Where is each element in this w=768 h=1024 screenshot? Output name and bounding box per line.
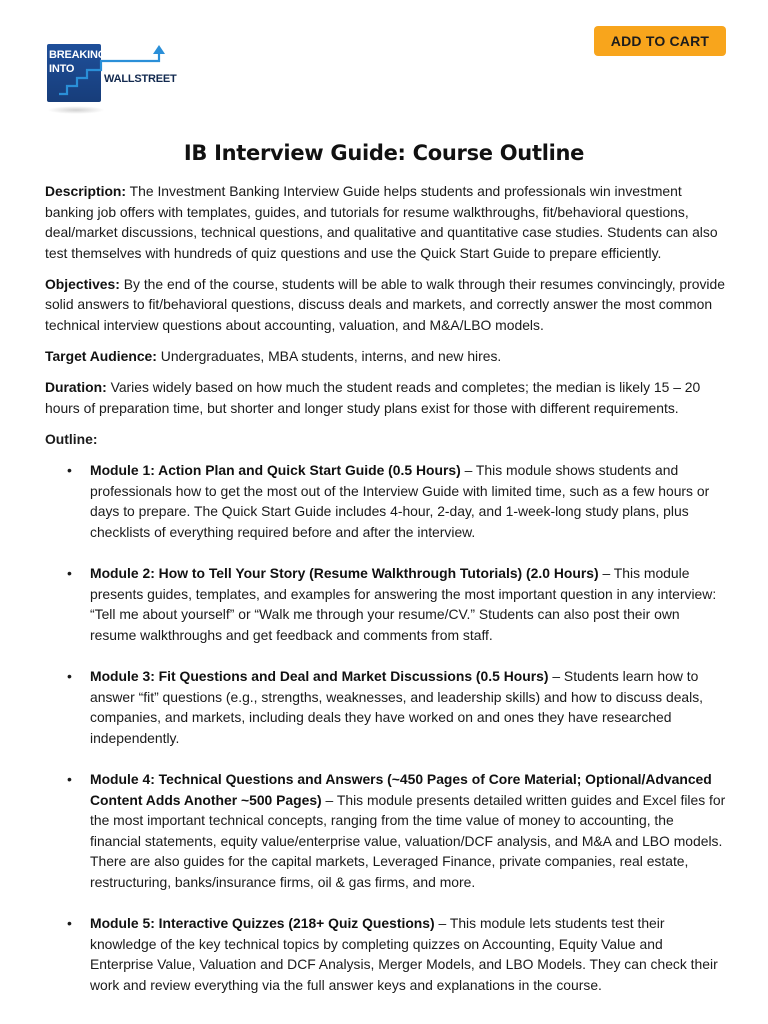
audience-text: Undergraduates, MBA students, interns, and new hires. [156, 348, 502, 365]
bullet-icon: • [67, 770, 72, 787]
outline-heading: Outline: [45, 430, 98, 447]
audience-paragraph [45, 346, 728, 367]
module-title: Module 1: Action Plan and Quick Start Guide (0.5 Hours) [90, 462, 461, 479]
bullet-icon: • [67, 462, 72, 479]
course-outline-body [45, 181, 728, 1016]
module-item [45, 913, 728, 995]
module-title: Module 3: Fit Questions and Deal and Market Discussions (0.5 Hours) [90, 667, 549, 684]
bullet-icon: • [67, 565, 72, 581]
logo-text-breaking: BREAKING [49, 49, 107, 61]
module-item [45, 460, 728, 542]
duration-paragraph [45, 377, 728, 418]
description-label: Description: [45, 183, 127, 199]
module-text: – This module presents guides, templates, and examples for answering the most important question in any interview: “Tell me about yourself” or “Walk me through your resume/CV.” Students can also post their own resume walkthroughs and get feedback and comments from staff. [90, 565, 717, 643]
description-text: The Investment Banking Interview Guide helps students and professionals win investment banking job offers with templates, guides, and tutorials for resume walkthroughs, fit/behavioral questions, deal/market discussions, technical questions, and qualitative and quantitative case studies. Students can also test themselves with hundreds of quiz questions and use the Quick Start Guide to prepare efficiently. [45, 183, 718, 261]
module-title: Module 2: How to Tell Your Story (Resume Walkthrough Tutorials) (2.0 Hours) [90, 565, 599, 581]
objectives-label: Objectives: [45, 275, 120, 292]
breaking-into-wallstreet-logo[interactable] [45, 44, 175, 116]
module-item [45, 563, 728, 645]
logo-text-wallstreet: WALLSTREET [104, 73, 177, 85]
bullet-icon: • [67, 915, 72, 932]
module-title: Module 5: Interactive Quizzes (218+ Quiz Questions) [90, 915, 435, 932]
module-text: – This module presents detailed written guides and Excel files for the most important technical concepts, ranging from the time value of money to accounting, the financial statements, equity value/enterprise value, valuation/DCF analysis, and M&A and LBO models. There are also guides for the capital markets, Leveraged Finance, private companies, real estate, restructuring, banks/insurance firms, oil & gas firms, and more. [90, 791, 726, 890]
module-text: – This module shows students and professionals how to get the most out of the Interview Guide with limited time, such as a few hours or days to prepare. The Quick Start Guide includes 4-hour, 2-day, and 1-week-long study plans, plus checklists of everything required before and after the interview. [90, 462, 710, 540]
logo-text-into: INTO [49, 63, 75, 75]
duration-text: Varies widely based on how much the student reads and completes; the median is likely 15 – 20 hours of preparation time, but shorter and longer study plans exist for those with different requirements. [45, 379, 701, 416]
module-title: Module 4: Technical Questions and Answers (~450 Pages of Core Material; Optional/Advanced Content Adds Another ~500 Pages) [90, 770, 712, 808]
bullet-icon: • [67, 667, 72, 684]
audience-label: Target Audience: [45, 348, 157, 365]
description-paragraph [45, 181, 728, 263]
objectives-text: By the end of the course, students will be able to walk through their resumes convincingly, provide solid answers to fit/behavioral questions, discuss deals and markets, and correctly answer the most common technical interview questions about accounting, valuation, and M&A/LBO models. [45, 275, 725, 334]
add-to-cart-button[interactable]: ADD TO CART [594, 26, 726, 56]
page-title: IB Interview Guide: Course Outline [183, 141, 585, 165]
module-text: – Students learn how to answer “fit” questions (e.g., strengths, weaknesses, and leadership skills) and how to discuss deals, companies, and markets, including deals they have worked on and ones they have researched independently. [90, 667, 704, 746]
module-list [45, 460, 728, 995]
logo-shadow [47, 106, 105, 114]
module-text: – This module lets students test their knowledge of the key technical topics by completing quizzes on Accounting, Equity Value and Enterprise Value, Valuation and DCF Analysis, Merger Models, and LBO Models. They can check their work and review everything via the full answer keys and explanations in the course. [90, 915, 718, 993]
module-item [45, 666, 728, 748]
objectives-paragraph [45, 274, 728, 336]
duration-label: Duration: [45, 379, 107, 396]
module-item [45, 769, 728, 893]
